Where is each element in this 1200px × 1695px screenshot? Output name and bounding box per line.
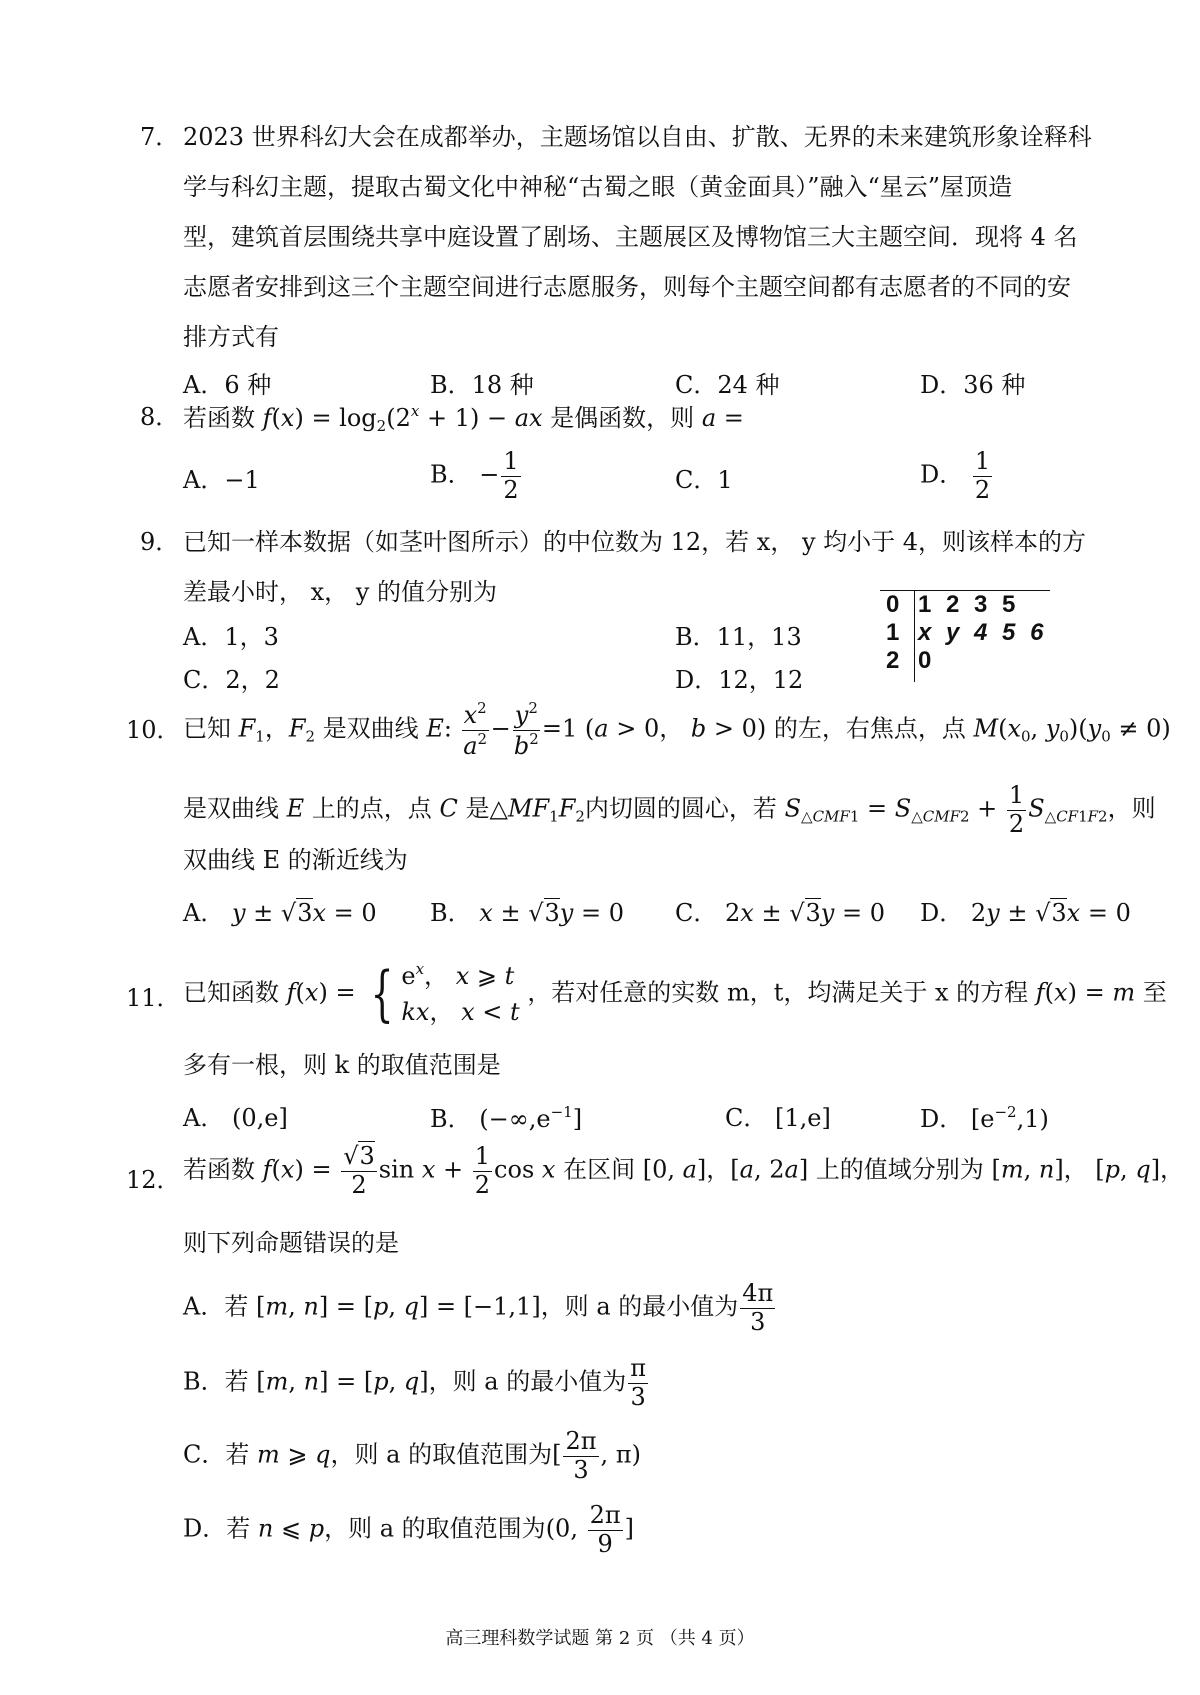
question-text: 志愿者安排到这三个主题空间进行志愿服务，则每个主题空间都有志愿者的不同的安: [183, 273, 1071, 301]
option-d: D． $\frac{1}{2}$: [920, 447, 991, 504]
stem: 0: [886, 591, 900, 618]
option-c: C．24 种: [675, 371, 780, 399]
question-number: 9．: [140, 528, 180, 556]
question-text: 差最小时， x， y 的值分别为: [183, 578, 497, 606]
option-c: C．若 m ⩾ q，则 a 的取值范围为[ $\frac{2\pi}{3}$ , π): [183, 1427, 641, 1484]
option-a: A． y ± √3x = 0: [183, 899, 377, 927]
question-number: 10．: [126, 716, 181, 744]
option-b: B． $(-\infty,e^{-1}]$: [430, 1103, 583, 1133]
option-b: B． x ± √3y = 0: [430, 899, 624, 927]
question-number: 11．: [126, 984, 181, 1012]
question-text: 已知 $F_1$，$F_2$ 是双曲线 E: $\frac{x^2}{a^2}$ − $\frac{y^2}{b^2}$ =1 (a > 0， b > 0) 的左，右焦点，点 $M(x_0$, $y_0)(y_0 \ne 0)$: [183, 699, 1171, 760]
option-d: D．若 n ⩽ p，则 a 的取值范围为(0, $\frac{2\pi}{9}$ ]: [183, 1501, 634, 1558]
math-formula: $f(x) = \log_2(2^x + 1)$ − ax: [262, 402, 543, 435]
option-c: C．2，2: [183, 666, 280, 694]
question-text: 双曲线 E 的渐近线为: [183, 846, 408, 874]
option-a: A．6 种: [183, 371, 272, 399]
page-footer: 高三理科数学试题 第 2 页 （共 4 页）: [445, 1628, 755, 1649]
leaf-row: 1 2 3 5: [918, 591, 1020, 618]
option-b: B．11，13: [675, 623, 802, 651]
option-c: C． 2x ± √3y = 0: [675, 899, 885, 927]
leaf-row: x y 4 5 6: [918, 619, 1048, 646]
plot-divider: [914, 590, 915, 682]
question-number: 8．: [140, 403, 180, 431]
question-number: 7．: [140, 123, 180, 151]
question-text: 2023 世界科幻大会在成都举办，主题场馆以自由、扩散、无界的未来建筑形象诠释科: [183, 123, 1092, 151]
question-number: 12．: [126, 1166, 181, 1194]
question-text: 则下列命题错误的是: [183, 1229, 399, 1257]
question-text: 型，建筑首层围绕共享中庭设置了剧场、主题展区及博物馆三大主题空间．现将 4 名: [183, 223, 1078, 251]
option-b: B． − $\frac{1}{2}$: [430, 447, 519, 504]
option-b: B．18 种: [430, 371, 534, 399]
stem: 1: [886, 619, 900, 646]
question-text: 是双曲线 E 上的点，点 C 是$\triangle MF_1F_2$内切圆的圆心，若 $S_{\triangle CMF1} = S_{\triangle CMF2}$ + $\frac{1}{2}$ $S_{\triangle CF1F2}$，则: [183, 781, 1156, 838]
stem-leaf-plot: [880, 590, 1050, 690]
question-text: 已知一样本数据（如茎叶图所示）的中位数为 12，若 x， y 均小于 4，则该样本的方: [183, 528, 1087, 556]
question-text: 已知函数 f(x) = { $e^x$， x ⩾ t kx， x < t ，若对任意的实数 m，t，均满足关于 x 的方程 f(x) = m 至: [183, 959, 1167, 1029]
option-a: A．若 [m, n] = [p, q] = [−1,1]，则 a 的最小值为 $\frac{4\pi}{3}$: [183, 1279, 774, 1336]
stem: 2: [886, 647, 900, 674]
option-a: A．−1: [183, 466, 260, 494]
option-c: C．1: [675, 466, 733, 494]
leaf-row: 0: [918, 647, 936, 674]
option-a: A． (0,e]: [183, 1104, 288, 1132]
question-text: 学与科幻主题，提取古蜀文化中神秘“古蜀之眼（黄金面具）”融入“星云”屋顶造: [183, 173, 1013, 201]
option-c: C． [1,e]: [725, 1104, 831, 1132]
option-d: D．12，12: [675, 666, 804, 694]
question-text: 若函数 $f(x) = \log_2(2^x + 1)$ − ax 是偶函数，则 a =: [183, 402, 744, 435]
question-text: 若函数 f(x) = $\frac{√3}{2}$ sin x + $\frac{1}{2}$ cos x 在区间 [0, a]，[a, 2a] 上的值域分别为 [m, n]， [p, q]，: [183, 1142, 1185, 1199]
question-text: 排方式有: [183, 323, 279, 351]
option-a: A．1，3: [183, 623, 279, 651]
option-b: B．若 [m, n] = [p, q]，则 a 的最小值为 $\frac{\pi}{3}$: [183, 1354, 646, 1411]
option-d: D． $[e^{-2},1)$: [920, 1103, 1049, 1133]
option-d: D． 2y ± √3x = 0: [920, 899, 1131, 927]
option-d: D．36 种: [920, 371, 1026, 399]
question-text: 多有一根，则 k 的取值范围是: [183, 1051, 501, 1079]
